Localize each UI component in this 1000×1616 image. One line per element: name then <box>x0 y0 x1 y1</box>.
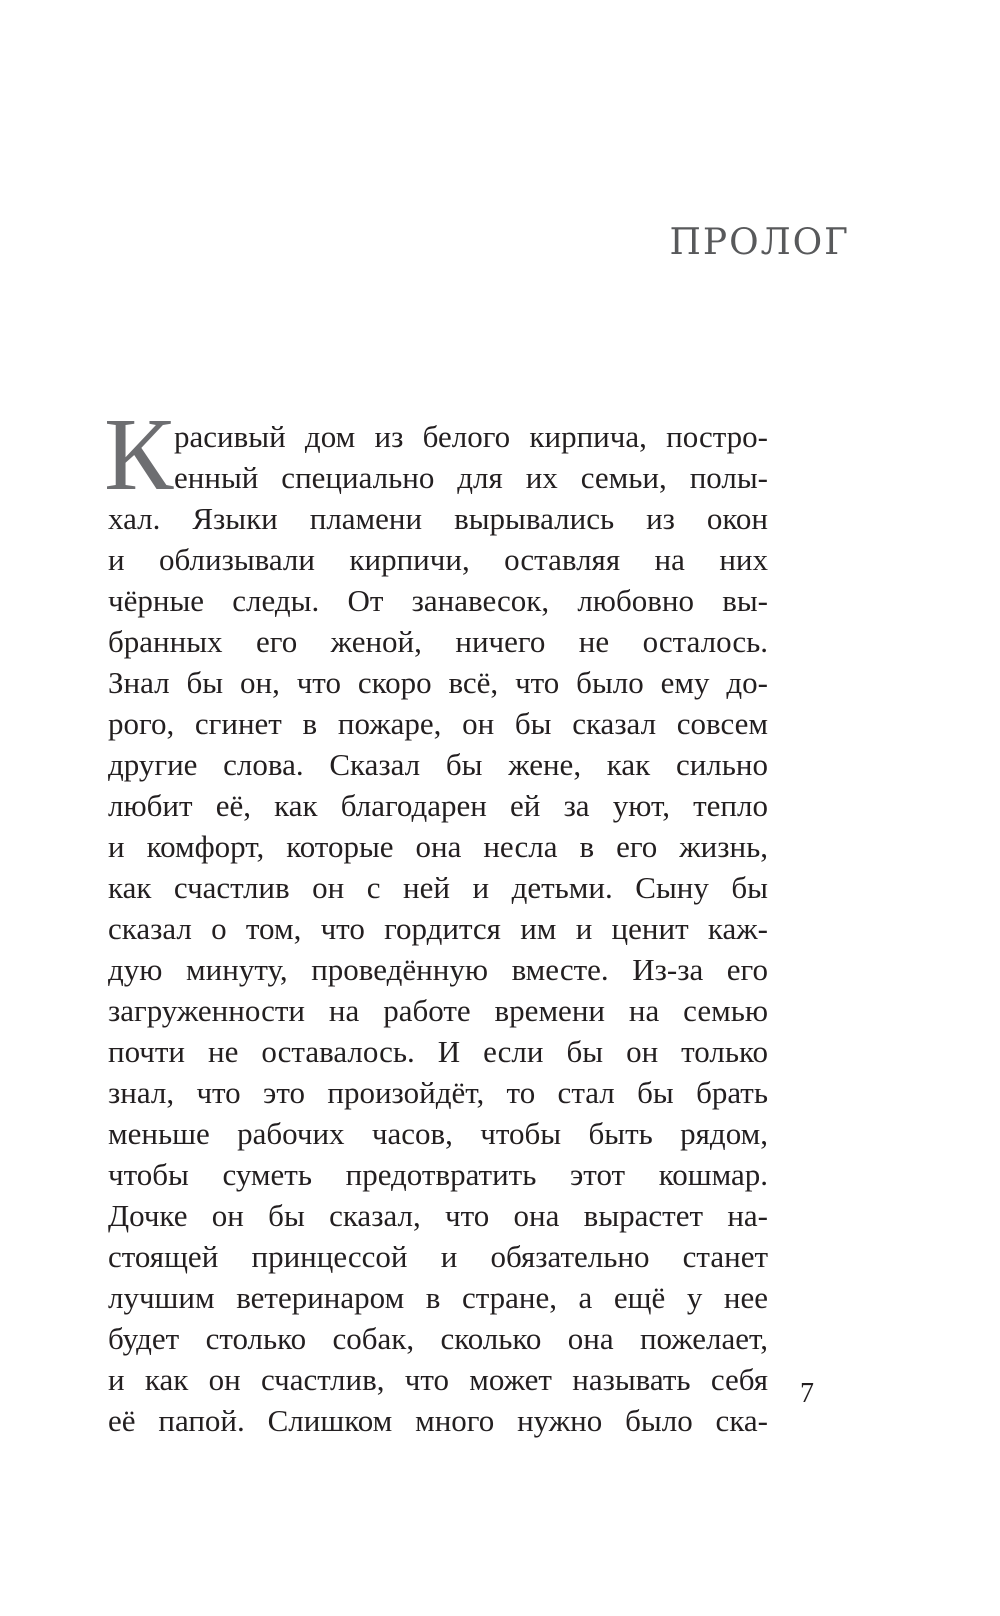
text-line: меньше рабочих часов, чтобы быть рядом, <box>108 1116 768 1151</box>
text-line: стоящей принцессой и обязательно станет <box>108 1239 768 1274</box>
text-line: и как он счастлив, что может называть себя <box>108 1362 768 1397</box>
text-line: как счастлив он с ней и детьми. Сыну бы <box>108 870 768 905</box>
text-line: сказал о том, что гордится им и ценит каж- <box>108 911 768 946</box>
text-line: знал, что это произойдёт, то стал бы брать <box>108 1075 768 1110</box>
text-line: будет столько собак, сколько она пожелает, <box>108 1321 768 1356</box>
text-line: другие слова. Сказал бы жене, как сильно <box>108 747 768 782</box>
body-text <box>108 416 768 1441</box>
text-line: хал. Языки пламени вырывались из окон <box>108 501 768 536</box>
text-line: чтобы суметь предотвратить этот кошмар. <box>108 1157 768 1192</box>
text-line: любит её, как благодарен ей за уют, тепло <box>108 788 768 823</box>
text-line: и комфорт, которые она несла в его жизнь, <box>108 829 768 864</box>
text-line: лучшим ветеринаром в стране, а ещё у нее <box>108 1280 768 1315</box>
text-line: чёрные следы. От занавесок, любовно вы- <box>108 583 768 618</box>
text-line: дую минуту, проведённую вместе. Из-за его <box>108 952 768 987</box>
text-line: Дочке он бы сказал, что она вырастет на- <box>108 1198 768 1233</box>
text-line: и облизывали кирпичи, оставляя на них <box>108 542 768 577</box>
text-line: Знал бы он, что скоро всё, что было ему до- <box>108 665 768 700</box>
text-line: енный специально для их семьи, полы- <box>174 460 768 495</box>
text-line: бранных его женой, ничего не осталось. <box>108 624 768 659</box>
text-line: рого, сгинет в пожаре, он бы сказал совсем <box>108 706 768 741</box>
page-number: 7 <box>800 1378 814 1409</box>
text-line: расивый дом из белого кирпича, постро- <box>174 419 768 454</box>
chapter-title: ПРОЛОГ <box>669 222 850 263</box>
drop-cap: К <box>104 397 174 512</box>
text-line: её папой. Слишком много нужно было ска- <box>108 1403 768 1438</box>
text-line: почти не оставалось. И если бы он только <box>108 1034 768 1069</box>
text-line: загруженности на работе времени на семью <box>108 993 768 1028</box>
